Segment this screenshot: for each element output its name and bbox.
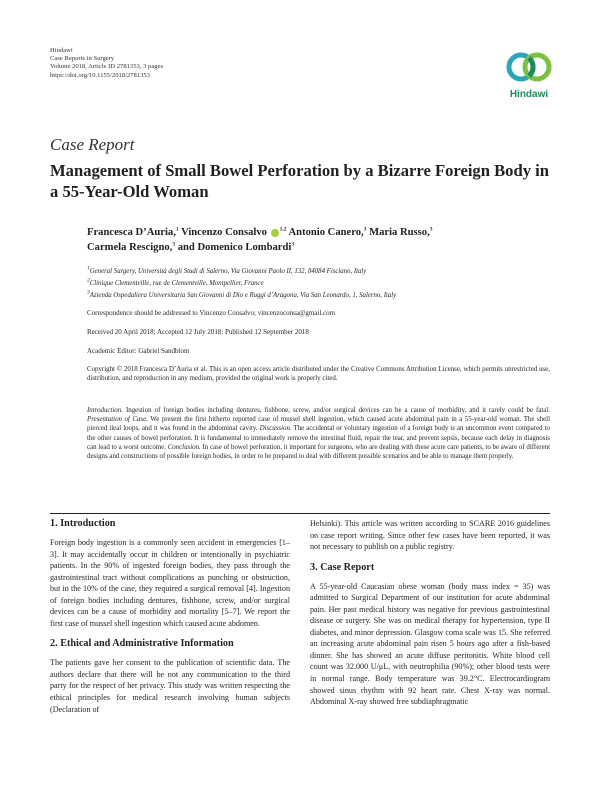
volume-info: Volume 2018, Article ID 2781353, 3 pages xyxy=(50,63,164,71)
doi-link[interactable]: https://doi.org/10.1155/2018/2781353 xyxy=(50,71,151,79)
paragraph: The patients gave her consent to the publication of scientific data. The authors declare that there will be not any communication to the third party for the respect of her privacy. This study was written respecting the ethical principles for medical research involving human subjects (Declaration of xyxy=(50,658,290,714)
section-heading: 1. Introduction xyxy=(50,518,116,529)
journal-name: Case Reports in Surgery xyxy=(50,55,115,63)
affiliation-item: $^2$Clinique Clementville, rue de Clementville, Montpellier, France xyxy=(87,277,264,287)
academic-editor: Academic Editor: Gabriel Sandblom xyxy=(87,347,190,355)
hindawi-logo-icon xyxy=(498,47,560,89)
paragraph: Helsinki). This article was written according to SCARE 2016 guidelines on case report writing. Since other few cases have been reported, it was not necessary to publish on a public registry. xyxy=(310,519,550,552)
abstract: Introduction. Ingestion of foreign bodies including dentures, fishbone, screw, and/or surgical devices can be a cause of morbidity, and it rarely could be fatal. Presentation of Case. We present the first hitherto reported case of mussel shell ingestion, which caused acute abdominal pain in a 55-year-old woman. The shell pierced ileal loops, and it was found in the abdominal cavity. Discussion. The accidental or voluntary ingestion of a foreign body is an uncommon event compared to the other causes of bowel perforation. It is fundamental to immediately remove the intestinal fluid, repair the tear, and prevent sepsis, because each delay in diagnosis can lead to a worst outcome. Conclusion. In case of bowel perforation, it important for surgeons, who are dealing with these acute care patients, to be aware of different designs and constructions of possible foreign bodies, in order to be prepared to deal with different possible scenarios and be able to manage them properly. xyxy=(87,407,551,461)
author-name: Carmela Rescigno, xyxy=(87,241,173,253)
copyright-notice: Copyright © 2018 Francesca D’Auria et al. This is an open access article distributed under the Creative Commons Attribution License, which permits unrestricted use, distribution, and reproduction in any medium, provided the original work is properly cited. xyxy=(87,366,550,383)
author-sup: 3 xyxy=(429,226,433,233)
correspondence: Correspondence should be addressed to Vincenzo Consalvo; vincenzoconsa@gmail.com xyxy=(87,309,336,317)
abstract-label: Introduction. xyxy=(87,407,123,414)
author-sup: 3 xyxy=(172,240,176,247)
abstract-label: Presentation of Case. xyxy=(87,416,148,424)
affiliation-item: $^1$General Surgery, Università degli Studi di Salerno, Via Giovanni Paolo II, 132, 84084 Fisciano, Italy xyxy=(87,265,367,275)
author-list xyxy=(87,226,527,255)
author-sup: 3 xyxy=(363,226,367,233)
author-sup: 1,2 xyxy=(279,226,287,233)
orcid-icon[interactable] xyxy=(271,229,279,237)
author-name: Antonio Canero, xyxy=(288,227,364,238)
affiliation-item: $^3$Azienda Ospedaliera Universitaria San Giovanni di Dio e Ruggi d’Aragona, Via San Leonardo, 1, Salerno, Italy xyxy=(87,289,397,299)
article-category: Case Report xyxy=(50,135,135,154)
paragraph: Foreign body ingestion is a commonly seen accident in emergencies [1–3]. It may accidentally occur in children or intentionally in psychiatric patients. In the 90% of ingested foreign bodies, they pass through the gastrointestinal tract without complications as punching or obstruction, but in the 10% of the case, they required a surgical removal [4]. Ingestion of foreign bodies including dentures, fishbone, screw, and/or surgical devices can be a cause of morbidity and mortality [5–7]. We report the first case of mussel shell ingestion which caused acute abdomen. xyxy=(50,538,290,628)
journal-header xyxy=(50,47,163,80)
abstract-label: Conclusion. xyxy=(167,443,201,451)
affiliation-list xyxy=(87,266,547,301)
section-heading: 2. Ethical and Administrative Information xyxy=(50,638,234,650)
author-name: Maria Russo, xyxy=(369,227,430,238)
hindawi-logo xyxy=(498,47,560,105)
publisher-name: Hindawi xyxy=(50,47,73,54)
author-name: Vincenzo Consalvo xyxy=(181,227,267,238)
section-divider xyxy=(50,513,550,514)
abstract-label: Discussion. xyxy=(259,425,292,433)
article-dates: Received 20 April 2018; Accepted 12 July 2018; Published 12 September 2018 xyxy=(87,328,309,336)
right-column xyxy=(310,518,550,708)
left-column xyxy=(50,517,290,715)
author-name: Francesca D’Auria, xyxy=(87,227,176,238)
logo-wordmark: Hindawi xyxy=(509,89,549,100)
section-heading: 3. Case Report xyxy=(310,561,375,573)
paragraph: A 55-year-old Caucasian obese woman (body mass index = 35) was admitted to Surgical Department of our institution for acute abdominal pain. Her past medical history was negative for previous gastrointestinal disease or surgery. She was on medical therapy for hypertension, type II diabetes, and minor depression. Glasgow coma scale was 15. She referred an increasing acute abdominal pain risen 5 hours ago after a fish-based dinner. She has showed an acute diffuse peritonitis. White blood cell count was 32.000 U/μL, with neutrophilia (90%); other blood tests were in normal range. Body temperature was 39.2°C. Electrocardiogram showed sinus rhythm with 92 heart rate. Chest X-ray was normal. Abdominal X-ray showed free subdiaphragmatic xyxy=(310,581,550,707)
article-title: Management of Small Bowel Perforation by a Bizarre Foreign Body in a 55-Year-Old Woman xyxy=(50,161,549,201)
author-sup: 1 xyxy=(175,226,179,233)
author-name: and Domenico Lombardi xyxy=(177,241,292,253)
author-sup: 3 xyxy=(291,240,295,247)
